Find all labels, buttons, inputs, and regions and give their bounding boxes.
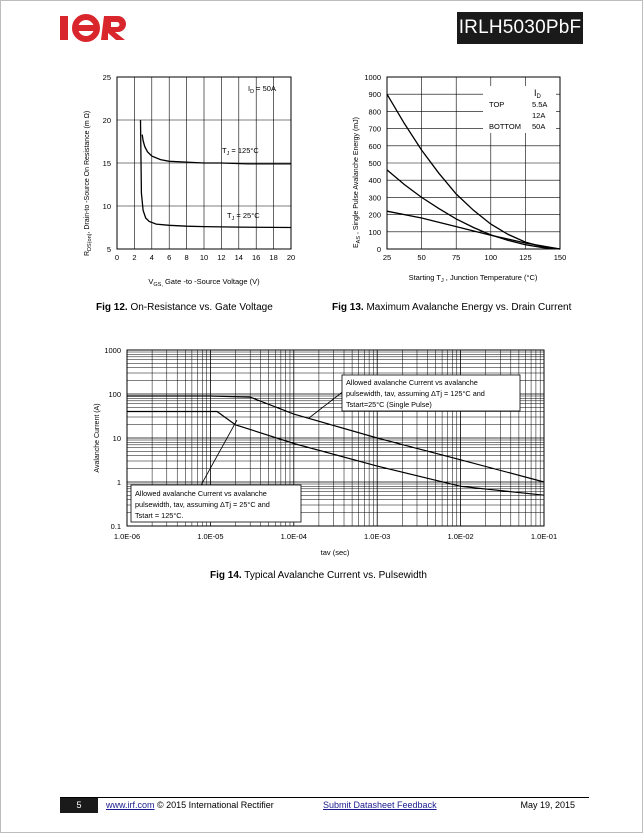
fig14-series-line-1 — [127, 412, 544, 496]
ir-logo — [60, 13, 130, 43]
fig12-series-line-0 — [142, 135, 291, 164]
fig13-ytick-label: 100 — [368, 227, 381, 237]
fig14-ytick-label: 1000 — [104, 346, 121, 355]
fig12-xtick-label: 4 — [149, 253, 154, 262]
fig12-xtick-label: 20 — [286, 253, 296, 262]
fig14-caption-num: Fig 14. — [210, 570, 242, 581]
fig13-xtick-label: 125 — [519, 253, 532, 262]
fig12-ytick-label: 25 — [102, 73, 111, 82]
footer — [60, 797, 589, 813]
fig14-ytick-label: 1 — [116, 478, 121, 487]
fig13-ytick-label: 800 — [368, 107, 381, 117]
fig12-caption — [96, 302, 273, 313]
fig13-xtick-label: 100 — [484, 253, 498, 262]
fig14-xtick-label: 1.0E-05 — [197, 532, 224, 541]
fig13-series-line-2 — [387, 211, 560, 249]
fig14-ytick-label: 100 — [108, 390, 121, 399]
fig13-xtick-label: 75 — [452, 253, 461, 262]
fig14-note-top-l1: Allowed avalanche Current vs avalanche — [346, 378, 478, 387]
fig14-xtick-label: 1.0E-03 — [364, 532, 391, 541]
fig13-ytick-label: 200 — [368, 210, 381, 220]
footer-copyright: © 2015 International Rectifier — [157, 800, 274, 810]
fig13-xlabel: Starting $T_J$ , Junction Temperature (°C) — [408, 273, 538, 284]
fig13-legend-v1: 12A — [532, 111, 546, 120]
footer-url[interactable]: www.irf.com — [106, 800, 155, 810]
fig12-xtick-label: 0 — [114, 253, 120, 262]
fig13-ylabel: $E_{AS}$ , Single Pulse Avalanche Energy (mJ) — [353, 117, 362, 248]
footer-date: May 19, 2015 — [520, 800, 575, 810]
fig13-ytick-label: 0 — [376, 245, 381, 254]
fig14-note-top-l3: Tstart=25°C (Single Pulse) — [346, 400, 432, 409]
fig13-legend-v0: 5.5A — [532, 100, 548, 109]
fig12-ylabel: $R_{DS(on)}$, Drain-to -Source On Resistance (m Ω) — [84, 110, 93, 256]
fig12-xtick-label: 8 — [184, 253, 189, 262]
fig13-legend-title: $I_D$ — [534, 88, 541, 100]
fig12-xtick-label: 6 — [167, 253, 172, 262]
fig14-note-top-l2: pulsewidth, tav, assuming ΔTj = 125°C and — [346, 389, 485, 398]
fig12-chart — [70, 70, 320, 295]
fig12-xtick-label: 16 — [252, 253, 261, 262]
fig12-xtick-label: 12 — [217, 253, 226, 262]
fig13-xtick-label: 150 — [553, 253, 567, 262]
fig13-ytick-label: 700 — [368, 124, 381, 134]
fig13-ytick-label: 1000 — [364, 73, 381, 82]
fig13-caption — [332, 302, 571, 313]
fig12-ytick-label: 15 — [102, 159, 111, 168]
fig14-xtick-label: 1.0E-01 — [530, 532, 558, 541]
fig14-xtick-label: 1.0E-02 — [447, 532, 474, 541]
fig13-xtick-label: 25 — [382, 253, 392, 262]
fig14-xtick-label: 1.0E-04 — [280, 532, 307, 541]
fig14-caption — [210, 570, 427, 581]
fig14-ylabel: Avalanche Current (A) — [94, 403, 101, 473]
fig14-xtick-label: 1.0E-06 — [113, 532, 141, 541]
fig14-ytick-label: 10 — [112, 434, 121, 443]
fig12-xtick-label: 10 — [199, 253, 209, 262]
fig12-xtick-label: 18 — [269, 253, 278, 262]
fig13-caption-num: Fig 13. — [332, 302, 364, 313]
fig12-xtick-label: 14 — [234, 253, 243, 262]
footer-rule — [60, 797, 589, 798]
fig14-note-bottom-l3: Tstart = 125°C. — [135, 511, 184, 520]
fig14-caption-text: Typical Avalanche Current vs. Pulsewidth — [244, 570, 427, 581]
feedback-link[interactable]: Submit Datasheet Feedback — [323, 800, 437, 810]
fig12-caption-num: Fig 12. — [96, 302, 128, 313]
fig14-ytick-label: 0.1 — [110, 522, 121, 531]
part-number: IRLH5030PbF — [457, 12, 583, 44]
fig14-note-bottom-l1: Allowed avalanche Current vs avalanche — [135, 489, 267, 498]
fig13-ytick-label: 300 — [368, 193, 381, 203]
fig13-ytick-label: 400 — [368, 176, 381, 186]
fig12-annot-id: $I_D = 50A$ — [248, 84, 276, 95]
fig13-ytick-label: 900 — [368, 90, 381, 100]
fig12-annot-25: $T_J = 25^\circ C$ — [227, 211, 260, 222]
fig12-series-line-1 — [141, 120, 292, 228]
fig12-xtick-label: 2 — [132, 253, 137, 262]
fig13-chart — [340, 70, 580, 290]
fig13-legend-top: TOP — [489, 100, 505, 109]
fig13-legend-v2: 50A — [532, 122, 546, 131]
fig13-caption-text: Maximum Avalanche Energy vs. Drain Current — [366, 302, 572, 313]
fig14-xlabel: tav (sec) — [320, 548, 350, 557]
footer-left — [106, 800, 274, 810]
fig13-ytick-label: 600 — [368, 141, 381, 151]
fig13-legend-bottom: BOTTOM — [489, 122, 521, 131]
fig14-note-bottom-l2: pulsewidth, tav, assuming ΔTj = 25°C and — [135, 500, 270, 509]
fig13-ytick-label: 500 — [368, 159, 381, 168]
fig12-ytick-label: 20 — [102, 116, 111, 125]
fig12-caption-text: On-Resistance vs. Gate Voltage — [130, 302, 273, 313]
fig12-ytick-label: 10 — [102, 202, 111, 211]
fig14-chart — [80, 338, 570, 563]
fig13-xtick-label: 50 — [417, 253, 426, 262]
fig12-ytick-label: 5 — [106, 245, 111, 254]
fig12-annot-125: $T_J = 125^\circ C$ — [222, 146, 259, 157]
page-number: 5 — [60, 797, 98, 813]
fig12-xlabel: $V_{GS,}$ Gate -to -Source Voltage (V) — [148, 277, 260, 288]
